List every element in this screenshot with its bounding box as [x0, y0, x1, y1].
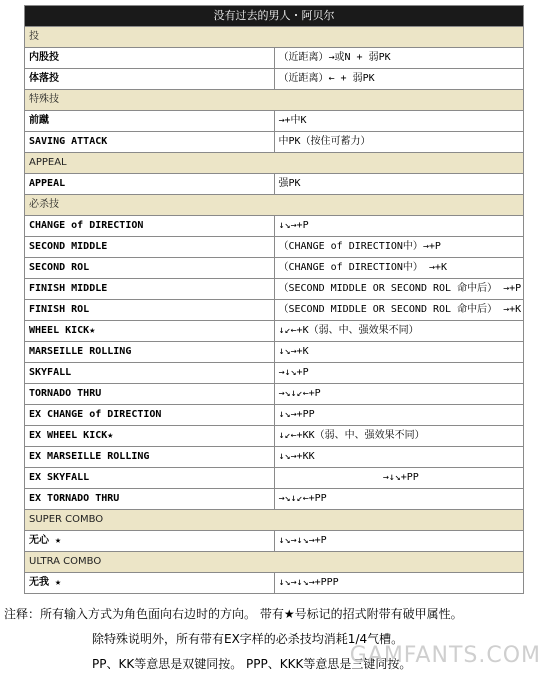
- character-title: 没有过去的男人・阿贝尔: [25, 6, 524, 27]
- move-input: 中PK（按住可蓄力）: [274, 132, 524, 153]
- move-row: [25, 174, 524, 195]
- move-name: EX MARSEILLE ROLLING: [25, 447, 275, 468]
- move-row: [25, 216, 524, 237]
- move-name: SECOND ROL: [25, 258, 275, 279]
- move-name: 无我 ★: [25, 573, 275, 594]
- move-input: ↓↘→+KK: [274, 447, 524, 468]
- move-row: [25, 468, 524, 489]
- move-row: [25, 426, 524, 447]
- section-header-row: [25, 90, 524, 111]
- move-name: TORNADO THRU: [25, 384, 275, 405]
- move-input: （CHANGE of DIRECTION中） →+K: [274, 258, 524, 279]
- note-line-1: 注释：所有输入方式为角色面向右边时的方向。 带有★号标记的招式附带有破甲属性。: [4, 607, 463, 621]
- move-name: 体落投: [25, 69, 275, 90]
- move-name: WHEEL KICK★: [25, 321, 275, 342]
- move-input: ↓↘→+K: [274, 342, 524, 363]
- section-header: 必杀技: [25, 195, 524, 216]
- move-input: →↘↓↙←+PP: [274, 489, 524, 510]
- move-list-table: [24, 5, 524, 594]
- move-name: 前蹴: [25, 111, 275, 132]
- move-row: [25, 258, 524, 279]
- move-row: [25, 300, 524, 321]
- move-name: 无心 ★: [25, 531, 275, 552]
- move-name: FINISH ROL: [25, 300, 275, 321]
- move-input: →↓↘+PP: [274, 468, 524, 489]
- move-name: SKYFALL: [25, 363, 275, 384]
- move-name: MARSEILLE ROLLING: [25, 342, 275, 363]
- section-header: APPEAL: [25, 153, 524, 174]
- section-header: ULTRA COMBO: [25, 552, 524, 573]
- move-row: [25, 279, 524, 300]
- move-name: SECOND MIDDLE: [25, 237, 275, 258]
- move-input: （CHANGE of DIRECTION中）→+P: [274, 237, 524, 258]
- move-row: [25, 342, 524, 363]
- move-row: [25, 363, 524, 384]
- section-header-row: [25, 510, 524, 531]
- move-row: [25, 69, 524, 90]
- move-row: [25, 237, 524, 258]
- move-input: （SECOND MIDDLE OR SECOND ROL 命中后） →+K: [274, 300, 524, 321]
- move-row: [25, 48, 524, 69]
- move-name: EX WHEEL KICK★: [25, 426, 275, 447]
- move-input: ↓↙←+KK（弱、中、强效果不同）: [274, 426, 524, 447]
- section-header-row: [25, 27, 524, 48]
- move-row: [25, 384, 524, 405]
- watermark: GAMFANTS.COM: [349, 643, 541, 668]
- title-row: [25, 6, 524, 27]
- note-line-2: 除特殊说明外，所有带有EX字样的必杀技均消耗1/4气槽。: [92, 632, 404, 646]
- move-input: →+中K: [274, 111, 524, 132]
- move-input: （近距离）→或N + 弱PK: [274, 48, 524, 69]
- move-row: [25, 447, 524, 468]
- move-row: [25, 321, 524, 342]
- move-input: ↓↘→+P: [274, 216, 524, 237]
- move-name: EX SKYFALL: [25, 468, 275, 489]
- move-input: ↓↙←+K（弱、中、强效果不同）: [274, 321, 524, 342]
- move-name: EX CHANGE of DIRECTION: [25, 405, 275, 426]
- section-header-row: [25, 195, 524, 216]
- move-name: CHANGE of DIRECTION: [25, 216, 275, 237]
- move-input: （SECOND MIDDLE OR SECOND ROL 命中后） →+P: [274, 279, 524, 300]
- move-input: 强PK: [274, 174, 524, 195]
- move-name: SAVING ATTACK: [25, 132, 275, 153]
- section-header: SUPER COMBO: [25, 510, 524, 531]
- move-name: FINISH MIDDLE: [25, 279, 275, 300]
- move-name: EX TORNADO THRU: [25, 489, 275, 510]
- note-line-3: PP、KK等意思是双键同按。 PPP、KKK等意思是三键同按。: [92, 657, 412, 671]
- move-input: →↓↘+P: [274, 363, 524, 384]
- move-row: [25, 531, 524, 552]
- section-header-row: [25, 153, 524, 174]
- move-row: [25, 405, 524, 426]
- section-header: 投: [25, 27, 524, 48]
- move-name: 内股投: [25, 48, 275, 69]
- move-input: ↓↘→+PP: [274, 405, 524, 426]
- move-row: [25, 573, 524, 594]
- move-row: [25, 111, 524, 132]
- move-row: [25, 132, 524, 153]
- move-input: →↘↓↙←+P: [274, 384, 524, 405]
- move-input: ↓↘→↓↘→+PPP: [274, 573, 524, 594]
- move-row: [25, 489, 524, 510]
- move-input: （近距离）← + 弱PK: [274, 69, 524, 90]
- section-header: 特殊技: [25, 90, 524, 111]
- move-name: APPEAL: [25, 174, 275, 195]
- section-header-row: [25, 552, 524, 573]
- move-input: ↓↘→↓↘→+P: [274, 531, 524, 552]
